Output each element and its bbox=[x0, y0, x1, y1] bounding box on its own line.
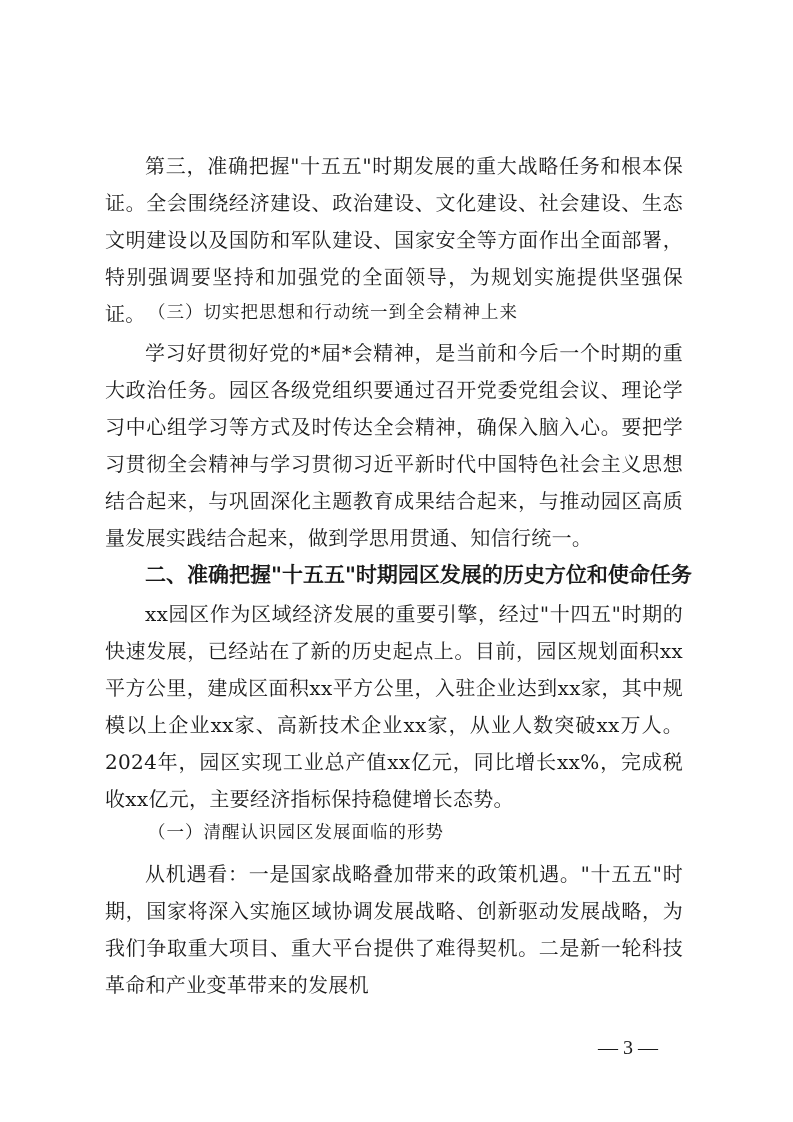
section-heading-two: 二、准确把握"十五五"时期园区发展的历史方位和使命任务 bbox=[145, 563, 692, 587]
paragraph-opportunities: 从机遇看：一是国家战略叠加带来的政策机遇。"十五五"时期，国家将深入实施区域协调发展战略、创新驱动发展战略，为我们争取重大项目、重大平台提供了难得契机。二是新一轮科技革命和产业变革带来的发展机 bbox=[105, 862, 683, 997]
subheading-one: （一）清醒认识园区发展面临的形势 bbox=[148, 823, 444, 843]
subheading-three: （三）切实把思想和行动统一到全会精神上来 bbox=[148, 303, 518, 323]
paragraph-park-overview: xx园区作为区域经济发展的重要引擎，经过"十四五"时期的快速发展，已经站在了新的历史起点上。目前，园区规划面积xx平方公里，建成区面积xx平方公里，入驻企业达到xx家，其中规模以上企业xx家、高新技术企业xx家，从业人数突破xx万人。2024年，园区实现工业总产值xx亿元，同比增长xx%，完成税收xx亿元，主要经济指标保持稳健增长态势。 bbox=[105, 602, 683, 811]
page-number: — 3 — bbox=[598, 1037, 658, 1059]
paragraph-study-spirit: 学习好贯彻好党的*届*会精神，是当前和今后一个时期的重大政治任务。园区各级党组织要通过召开党委党组会议、理论学习中心组学习等方式及时传达全会精神，确保入脑入心。要把学习贯彻全会精神与学习贯彻习近平新时代中国特色社会主义思想结合起来，与巩固深化主题教育成果结合起来，与推动园区高质量发展实践结合起来，做到学思用贯通、知信行统一。 bbox=[105, 341, 683, 550]
paragraph-third-point: 第三，准确把握"十五五"时期发展的重大战略任务和根本保证。全会围绕经济建设、政治建设、文化建设、社会建设、生态文明建设以及国防和军队建设、国家安全等方面作出全面部署，特别强调要坚持和加强党的全面领导，为规划实施提供坚强保证。 bbox=[105, 154, 683, 326]
